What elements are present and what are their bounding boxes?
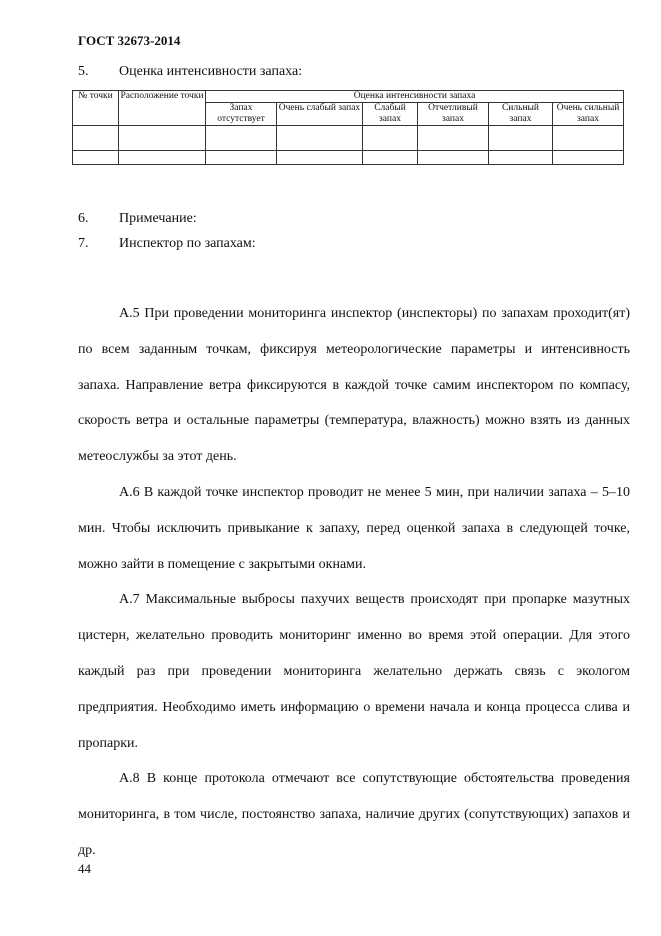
table-cell	[553, 126, 624, 151]
paragraph-a5: А.5 При проведении мониторинга инспектор (инспекторы) по запахам проходит(ят) по всем заданным точкам, фиксируя метеорологические параметры и интенсивность запаха. Направление ветра фиксируются в каждой точке самим инспектором по компасу, скорость ветра и остальные параметры (температура, влажность) можно взять из данных метеослужбы за этот день.	[78, 306, 630, 465]
body-text	[78, 296, 630, 869]
section-6-heading	[78, 211, 197, 227]
section-5-number: 5.	[78, 64, 89, 79]
table-row	[73, 151, 624, 165]
table-cell	[489, 151, 553, 165]
paragraph-a6: А.6 В каждой точке инспектор проводит не менее 5 мин, при наличии запаха – 5–10 мин. Чтобы исключить привыкание к запаху, перед оценкой запаха в следующей точке, можно зайти в помещение с закрытыми окнами.	[78, 484, 630, 572]
table-cell	[119, 151, 206, 165]
page-number: 44	[78, 861, 91, 876]
document-header: ГОСТ 32673-2014	[78, 33, 181, 48]
table-cell	[277, 151, 363, 165]
table-cell	[73, 126, 119, 151]
header-level-strong: Сильный запах	[489, 103, 553, 126]
section-7-heading	[78, 236, 256, 252]
table-cell	[206, 151, 277, 165]
table-cell	[277, 126, 363, 151]
table-cell	[418, 151, 489, 165]
section-7-label: Инспектор по запахам:	[119, 236, 256, 251]
header-level-very-weak: Очень слабый запах	[277, 103, 363, 126]
header-level-weak: Слабый запах	[363, 103, 418, 126]
table-cell	[73, 151, 119, 165]
header-level-none: Запах отсутствует	[206, 103, 277, 126]
table-cell	[363, 151, 418, 165]
paragraph-a7: А.7 Максимальные выбросы пахучих веществ происходят при пропарке мазутных цистерн, желательно проводить мониторинг именно во время этой операции. Для этого каждый раз при проведении мониторинга желательно держать связь с экологом предприятия. Необходимо иметь информацию о времени начала и конца процесса слива и пропарки.	[78, 592, 630, 751]
paragraph-a8: А.8 В конце протокола отмечают все сопутствующие обстоятельства проведения мониторинга, в том числе, постоянство запаха, наличие других (сопутствующих) запахов и др.	[78, 771, 630, 858]
header-point-location: Расположение точки	[119, 91, 206, 126]
table-cell	[418, 126, 489, 151]
header-level-very-strong: Очень сильный запах	[553, 103, 624, 126]
header-intensity-group: Оценка интенсивности запаха	[206, 91, 624, 103]
table-cell	[119, 126, 206, 151]
header-level-distinct: Отчетливый запах	[418, 103, 489, 126]
table-cell	[489, 126, 553, 151]
table-cell	[363, 126, 418, 151]
odor-intensity-table	[72, 90, 624, 165]
table-row	[73, 126, 624, 151]
section-6-label: Примечание:	[119, 211, 197, 226]
table-cell	[206, 126, 277, 151]
section-5-label: Оценка интенсивности запаха:	[119, 64, 303, 79]
header-point-number: № точки	[73, 91, 119, 126]
section-5-heading	[78, 64, 302, 80]
table-cell	[553, 151, 624, 165]
section-7-number: 7.	[78, 236, 89, 251]
section-6-number: 6.	[78, 211, 89, 226]
